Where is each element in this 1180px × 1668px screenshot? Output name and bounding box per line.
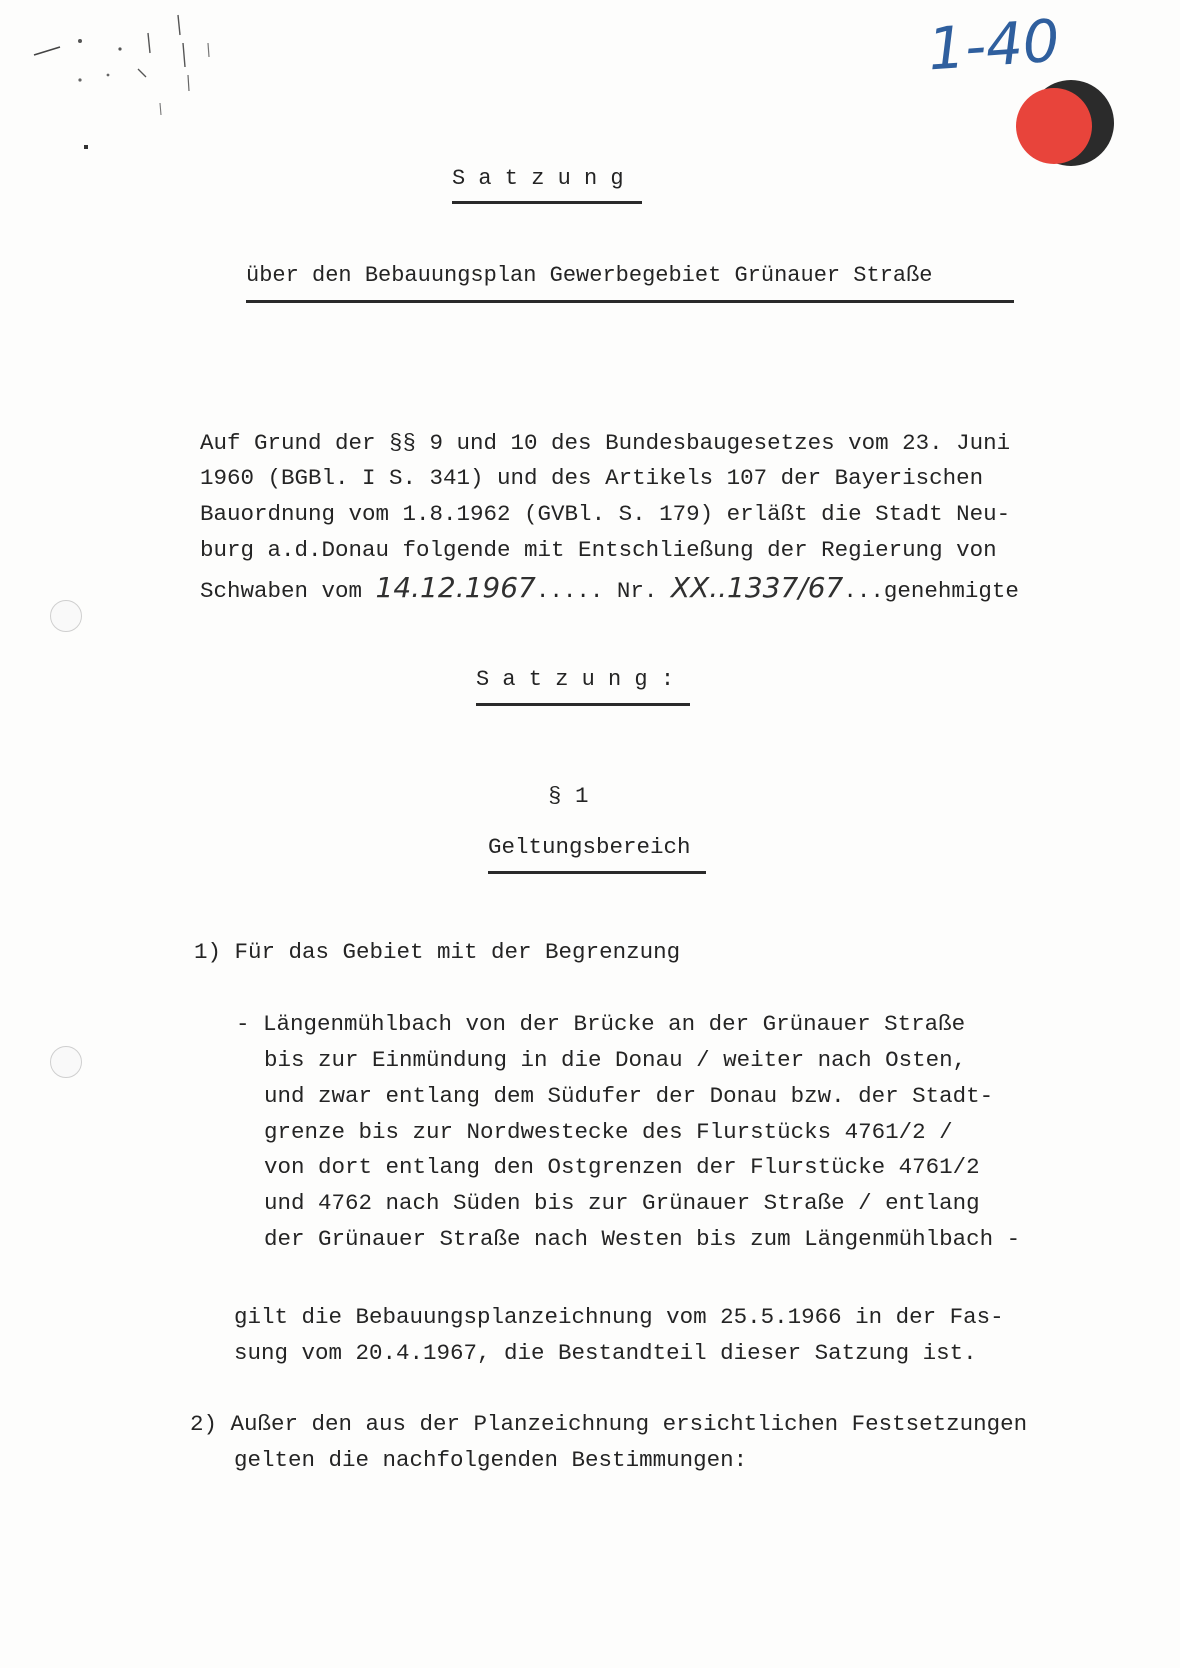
- preamble-line-4: burg a.d.Donau folgende mit Entschließung der Regierung von: [200, 537, 997, 563]
- preamble-line-2: 1960 (BGBl. I S. 341) und des Artikels 107 der Bayerischen: [200, 465, 984, 491]
- subtitle-underline: [246, 300, 1014, 303]
- boundary-line-3: und zwar entlang dem Südufer der Donau bzw. der Stadt-: [264, 1083, 994, 1109]
- item1-closing-2: sung vom 20.4.1967, die Bestandteil dieser Satzung ist.: [234, 1340, 977, 1366]
- boundary-line-4: grenze bis zur Nordwestecke des Flurstücks 4761/2 /: [264, 1119, 953, 1145]
- section-title: Geltungsbereich: [488, 834, 691, 860]
- document-title: S a t z u n g: [452, 166, 624, 191]
- pencil-marks: [20, 5, 220, 155]
- stamp-dot-red: [1016, 88, 1092, 164]
- punch-hole-upper: [50, 600, 82, 632]
- boundary-line-1: - Längenmühlbach von der Brücke an der Grünauer Straße: [236, 1011, 966, 1037]
- approval-date: 14.12.1967: [375, 571, 536, 604]
- dots: .....: [535, 578, 604, 604]
- preamble-line-1: Auf Grund der §§ 9 und 10 des Bundesbaugesetzes vom 23. Juni: [200, 430, 1011, 456]
- preamble-suffix: ...genehmigte: [843, 578, 1019, 604]
- approval-number: XX..1337/67: [670, 571, 844, 604]
- item2-line-2: gelten die nachfolgenden Bestimmungen:: [234, 1447, 748, 1473]
- satzung-heading: S a t z u n g :: [476, 667, 675, 692]
- document-subtitle: über den Bebauungsplan Gewerbegebiet Grünauer Straße: [246, 263, 933, 288]
- preamble-line-3: Bauordnung vom 1.8.1962 (GVBl. S. 179) erläßt die Stadt Neu-: [200, 501, 1011, 527]
- title-underline: [452, 201, 642, 204]
- boundary-line-7: der Grünauer Straße nach Westen bis zum Längenmühlbach -: [264, 1226, 1021, 1252]
- item1-lead: 1) Für das Gebiet mit der Begrenzung: [194, 939, 681, 965]
- boundary-line-6: und 4762 nach Süden bis zur Grünauer Straße / entlang: [264, 1190, 980, 1216]
- page-mark-handwritten: 1-40: [925, 6, 1062, 84]
- preamble-prefix: Schwaben vom: [200, 578, 376, 604]
- satzung-heading-underline: [476, 703, 690, 706]
- section-symbol: § 1: [548, 783, 589, 809]
- section-title-underline: [488, 871, 706, 874]
- boundary-line-2: bis zur Einmündung in die Donau / weiter nach Osten,: [264, 1047, 967, 1073]
- preamble-line-5: [200, 571, 1019, 604]
- item2-line-1: 2) Außer den aus der Planzeichnung ersichtlichen Festsetzungen: [190, 1411, 1028, 1437]
- boundary-line-5: von dort entlang den Ostgrenzen der Flurstücke 4761/2: [264, 1154, 980, 1180]
- nr-label: Nr.: [603, 578, 671, 604]
- item1-closing-1: gilt die Bebauungsplanzeichnung vom 25.5.1966 in der Fas-: [234, 1304, 1004, 1330]
- punch-hole-lower: [50, 1046, 82, 1078]
